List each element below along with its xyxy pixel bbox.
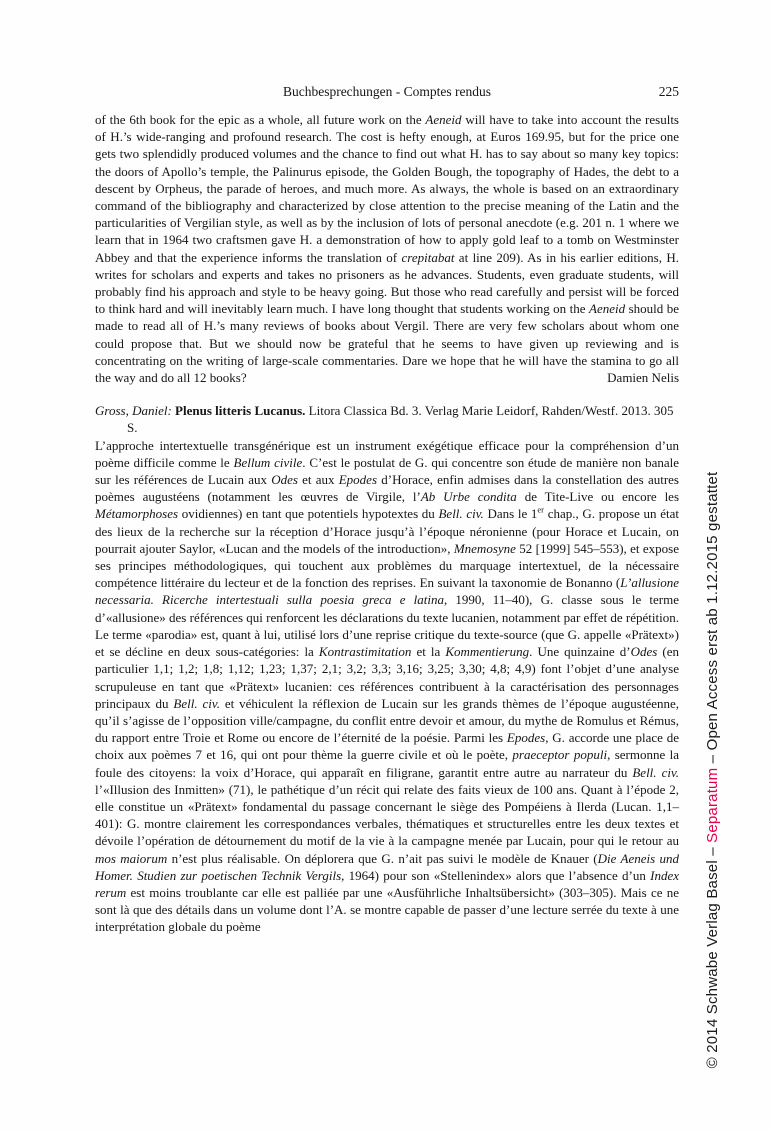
reviewer-signature: Damien Nelis — [607, 370, 679, 386]
imprint-open-access: – Open Access erst ab 1.12.2015 gestattet — [704, 471, 721, 768]
review-nelis-paragraph: of the 6th book for the epic as a whole, all future work on the Aeneid will have to take into account the results of H.’s wide-ranging and profound research. The cost is hefty enough, at Euros 169.95, but for the price one gets two splendidly produced volumes and the chance to find out what H. has to say about so many key topics: the doors of Apollo’s temple, the Palinurus episode, the Golden Bough, the topography of Hades, the debt to a descent by Orpheus, the parade of heroes, and much more. As always, the whole is based on an extraordinary command of the bibliography and characterized by close attention to the precise meaning of the Latin and the particularities of Vergilian style, as well as by the inclusion of lots of personal anecdote (e.g. 201 n. 1 where we learn that in 1964 two craftsmen gave H. a demonstration of how to apply gold leaf to a tomb on Westminster Abbey and that the experience informs the translation of crepitabat at line 209). As in his earlier editions, H. writes for scholars and experts and takes no prisoners as he advances. Students, even graduate students, will probably find his approach and style to be heavy going. But those who read carefully and persist will be forced to think hard and will inevitably learn much. I have long thought that students working on the Aeneid should be made to read all of H.’s many reviews of books about Vergil. There are very few scholars about whom one could propose that. But we should now be grateful that he seems to have given up reviewing and is concentrating on the writing of large-scale commentaries. Dare we hope that he will have the stamina to go all the way and do all 12 books? Damien Nelis — [95, 112, 680, 386]
running-head — [95, 84, 679, 102]
running-head-title: Buchbesprechungen - Comptes rendus — [282, 84, 492, 99]
sidebar-imprint — [704, 425, 726, 1115]
review-gross-paragraph: L’approche intertextuelle transgénérique est un instrument exégétique efficace pour la compréhension d’un poème difficile comme le Bellum civile. C’est le postulat de G. qui concentre son étude de manière non banale sur les références de Lucain aux Odes et aux Epodes d’Horace, enfin admises dans la constellation des autres poèmes augustéens (notamment les œuvres de Virgile, l’Ab Urbe condita de Tite-Live ou encore les Métamorphoses ovidiennes) en tant que potentiels hypotextes du Bell. civ. Dans le 1er chap., G. propose un état des lieux de la recherche sur la réception d’Horace jusqu’à l’époque néronienne (pour Horace et Lucain, on pourrait ajouter Saylor, «Lucan and the models of the introduction», Mnemosyne 52 [1999] 545–553), et expose ses principes méthodologiques, qui touchent aux problèmes du marquage intertextuel, de la nécessaire compétence littéraire du lecteur et de la fonction des reprises. En suivant la taxonomie de Bonanno (L’allusione necessaria. Ricerche intertestuali sulla poesia greca e latina, 1990, 11–40), G. classe sous le terme d’«allusione» des références qui renforcent les déclarations du texte lucanien, notamment par effet de répétition. Le terme «parodia» est, quant à lui, utilisé lors d’une reprise critique du texte-source (que G. appelle «Prätext») et se décline en deux sous-catégories: la Kontrastimitation et la Kommentierung. Une quinzaine d’Odes (en particulier 1,1; 1,2; 1,8; 1,12; 1,23; 1,37; 2,1; 3,2; 3,3; 3,16; 3,25; 3,30; 4,8; 4,9) font l’objet d’une analyse scrupuleuse en tant que «Prätext» lucanien: ces références contribuent à la caractérisation des personnages principaux du Bell. civ. et véhiculent la réflexion de Lucain sur les grands thèmes de l’époque augustéenne, qu’il s’agisse de l’opposition ville/campagne, du conflit entre devoir et amour, du mythe de Romulus et Rémus, du rapport entre Troie et Rome ou encore de l’éternité de la poésie. Parmi les Epodes, G. accorde une place de choix aux poèmes 7 et 16, qui ont pour thème la guerre civile et où le poète, praeceptor populi, sermonne la foule des citoyens: la voix d’Horace, qui apparaît en filigrane, garantit entre autre au narrateur du Bell. civ. l’«Illusion des Inmitten» (71), le pathétique d’un récit qui relate des faits vieux de 100 ans. Quant à l’épode 2, elle constitue un «Prätext» fondamental du passage concernant le siège des Pompéiens à Ilerda (Lucan. 1,1–401): G. montre clairement les correspondances verbales, thématiques et structurelles entre les deux textes et dévoile l’opération de détournement du motif de la vie à la campagne menée par Lucain, pour qui le retour au mos maiorum n’est plus réalisable. On déplorera que G. n’ait pas suivi le modèle de Knauer (Die Aeneis und Homer. Studien zur poetischen Technik Vergils, 1964) pour son «Stellenindex» alors que l’absence d’un Index rerum est moins troublante car elle est palliée par une «Ausführliche Inhaltsübersicht» (303–305). Mais ce ne sont là que des détails dans un volume dont l’A. se montre capable de passer d’une lecture serrée du texte à une interprétation globale du poème — [95, 437, 680, 935]
imprint-copyright: © 2014 Schwabe Verlag Basel – — [704, 842, 721, 1069]
page-number: 225 — [658, 84, 679, 99]
text-column — [95, 84, 679, 936]
imprint-separatum: Separatum — [704, 767, 721, 843]
review-gross-heading: Gross, Daniel: Plenus litteris Lucanus. Litora Classica Bd. 3. Verlag Marie Leidorf, Rahden/Westf. 2013. 305 S. — [95, 403, 674, 436]
